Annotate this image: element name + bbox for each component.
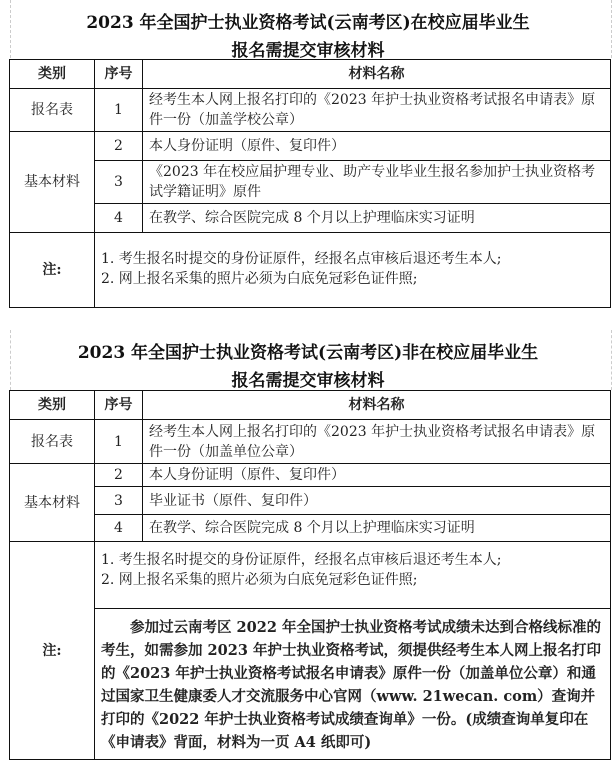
section2-table	[9, 390, 611, 760]
category-cell: 基本材料	[10, 132, 95, 233]
section1-title: 2023 年全国护士执业资格考试(云南考区)在校应届毕业生	[86, 13, 530, 33]
row-number: 2	[95, 464, 143, 487]
note-item: 1. 考生报名时提交的身份证原件，经报名点审核后退还考生本人;	[101, 251, 502, 267]
material-text: 经考生本人网上报名打印的《2023 年护士执业资格考试报名申请表》原件一份（加盖单位公章）	[143, 420, 611, 464]
category-cell: 报名表	[10, 89, 95, 132]
header-category: 类别	[10, 60, 95, 89]
section1-table	[9, 59, 611, 308]
header-number: 序号	[95, 391, 143, 420]
header-material: 材料名称	[143, 391, 611, 420]
material-text: 毕业证书（原件、复印件）	[143, 487, 611, 515]
header-number: 序号	[95, 60, 143, 89]
row-number: 2	[95, 132, 143, 161]
category-cell: 报名表	[10, 420, 95, 464]
row-number: 3	[95, 487, 143, 515]
note-item: 2. 网上报名采集的照片必须为白底免冠彩色证件照;	[101, 271, 418, 287]
section1-subtitle: 报名需提交审核材料	[231, 41, 385, 61]
material-text: 本人身份证明（原件、复印件）	[143, 132, 611, 161]
category-cell: 基本材料	[10, 464, 95, 542]
note-label: 注:	[10, 233, 95, 308]
material-text: 《2023 年在校应届护理专业、助产专业毕业生报名参加护士执业资格考试学籍证明》原件	[143, 161, 611, 204]
header-category: 类别	[10, 391, 95, 420]
row-number: 3	[95, 161, 143, 204]
section2-subtitle: 报名需提交审核材料	[231, 371, 385, 391]
material-text: 经考生本人网上报名打印的《2023 年护士执业资格考试报名申请表》原件一份（加盖学校公章）	[143, 89, 611, 132]
material-text: 在教学、综合医院完成 8 个月以上护理临床实习证明	[143, 515, 611, 542]
material-text: 本人身份证明（原件、复印件）	[143, 464, 611, 487]
note-item: 1. 考生报名时提交的身份证原件，经报名点审核后退还考生本人;	[101, 552, 502, 568]
note-label: 注:	[10, 542, 95, 760]
section2-title: 2023 年全国护士执业资格考试(云南考区)非在校应届毕业生	[77, 343, 539, 363]
row-number: 4	[95, 204, 143, 233]
row-number: 1	[95, 420, 143, 464]
note-item: 2. 网上报名采集的照片必须为白底免冠彩色证件照;	[101, 572, 418, 588]
extra-note: 参加过云南考区 2022 年全国护士执业资格考试成绩未达到合格线标准的考生，如需参加 2023 年护士执业资格考试，须提供经考生本人网上报名打印的《2023 年护士执业资格考试报名申请表》原件一份（加盖单位公章）和通过国家卫生健康委人才交流服务中心官网（www. 21wecan. com）查询并打印的《2022 年护士执业资格考试成绩查询单》一份。(成绩查询单复印在《申请表》背面，材料为一页 A4 纸即可)	[95, 609, 611, 760]
row-number: 1	[95, 89, 143, 132]
header-material: 材料名称	[143, 60, 611, 89]
material-text: 在教学、综合医院完成 8 个月以上护理临床实习证明	[143, 204, 611, 233]
row-number: 4	[95, 515, 143, 542]
